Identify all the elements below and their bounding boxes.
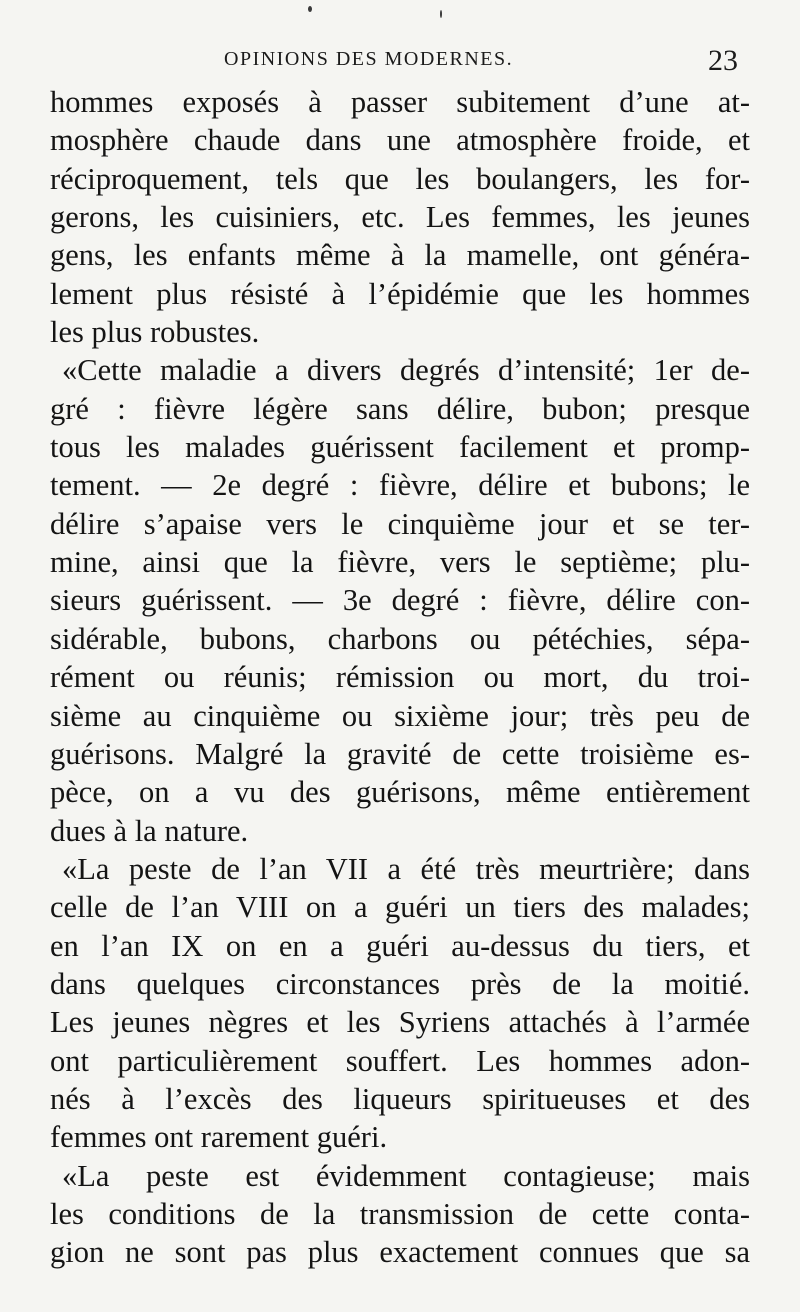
text-line: gion ne sont pas plus exactement connues que sa: [50, 1235, 750, 1270]
text-line: réciproquement, tels que les boulangers, les for-: [50, 161, 750, 196]
text-line: gens, les enfants même à la mamelle, ont généra-: [50, 238, 750, 273]
ink-speck: [440, 10, 442, 18]
text-line: femmes ont rarement guéri.: [50, 1120, 388, 1155]
text-line: pèce, on a vu des guérisons, même entièrement: [50, 775, 750, 810]
text-line: sieurs guérissent. — 3e degré : fièvre, délire con-: [50, 583, 750, 618]
text-line: en l’an IX on en a guéri au-dessus du tiers, et: [50, 928, 750, 963]
text-line: rément ou réunis; rémission ou mort, du troi-: [50, 660, 750, 695]
page-header: [60, 46, 740, 76]
running-title: OPINIONS DES MODERNES.: [224, 48, 514, 70]
text-line: celle de l’an VIII on a guéri un tiers des malades;: [50, 890, 750, 925]
text-line: délire s’apaise vers le cinquième jour et se ter-: [50, 506, 750, 541]
text-line: hommes exposés à passer subitement d’une at-: [50, 85, 750, 119]
text-line: tement. — 2e degré : fièvre, délire et bubons; le: [50, 468, 750, 503]
paragraph-start-line: «La peste est évidemment contagieuse; mais: [62, 1158, 750, 1193]
page-number: 23: [708, 44, 738, 77]
text-line: sième au cinquième ou sixième jour; très peu de: [50, 698, 750, 733]
paragraph-start-line: «La peste de l’an VII a été très meurtrière; dans: [62, 851, 750, 886]
text-line: Les jeunes nègres et les Syriens attachés à l’armée: [50, 1005, 750, 1040]
text-line: sidérable, bubons, charbons ou pétéchies, sépa-: [50, 621, 750, 656]
text-line: mine, ainsi que la fièvre, vers le septième; plu-: [50, 545, 750, 580]
body-text: [50, 83, 750, 1272]
text-line: gré : fièvre légère sans délire, bubon; presque: [50, 391, 750, 426]
text-line: dues à la nature.: [50, 813, 249, 848]
paragraph-start-line: «Cette maladie a divers degrés d’intensité; 1er de-: [62, 353, 750, 388]
text-line: dans quelques circonstances près de la moitié.: [50, 966, 750, 1001]
text-line: nés à l’excès des liqueurs spiritueuses et des: [50, 1081, 750, 1116]
text-line: tous les malades guérissent facilement et promp-: [50, 430, 750, 465]
text-line: ont particulièrement souffert. Les hommes adon-: [50, 1043, 750, 1078]
text-line: guérisons. Malgré la gravité de cette troisième es-: [50, 736, 750, 771]
text-line: mosphère chaude dans une atmosphère froide, et: [50, 123, 750, 158]
text-line: les conditions de la transmission de cette conta-: [50, 1196, 750, 1231]
text-line: lement plus résisté à l’épidémie que les hommes: [50, 276, 750, 311]
text-line: les plus robustes.: [50, 315, 260, 350]
text-line: gerons, les cuisiniers, etc. Les femmes, les jeunes: [50, 200, 750, 235]
ink-speck: [308, 6, 312, 12]
